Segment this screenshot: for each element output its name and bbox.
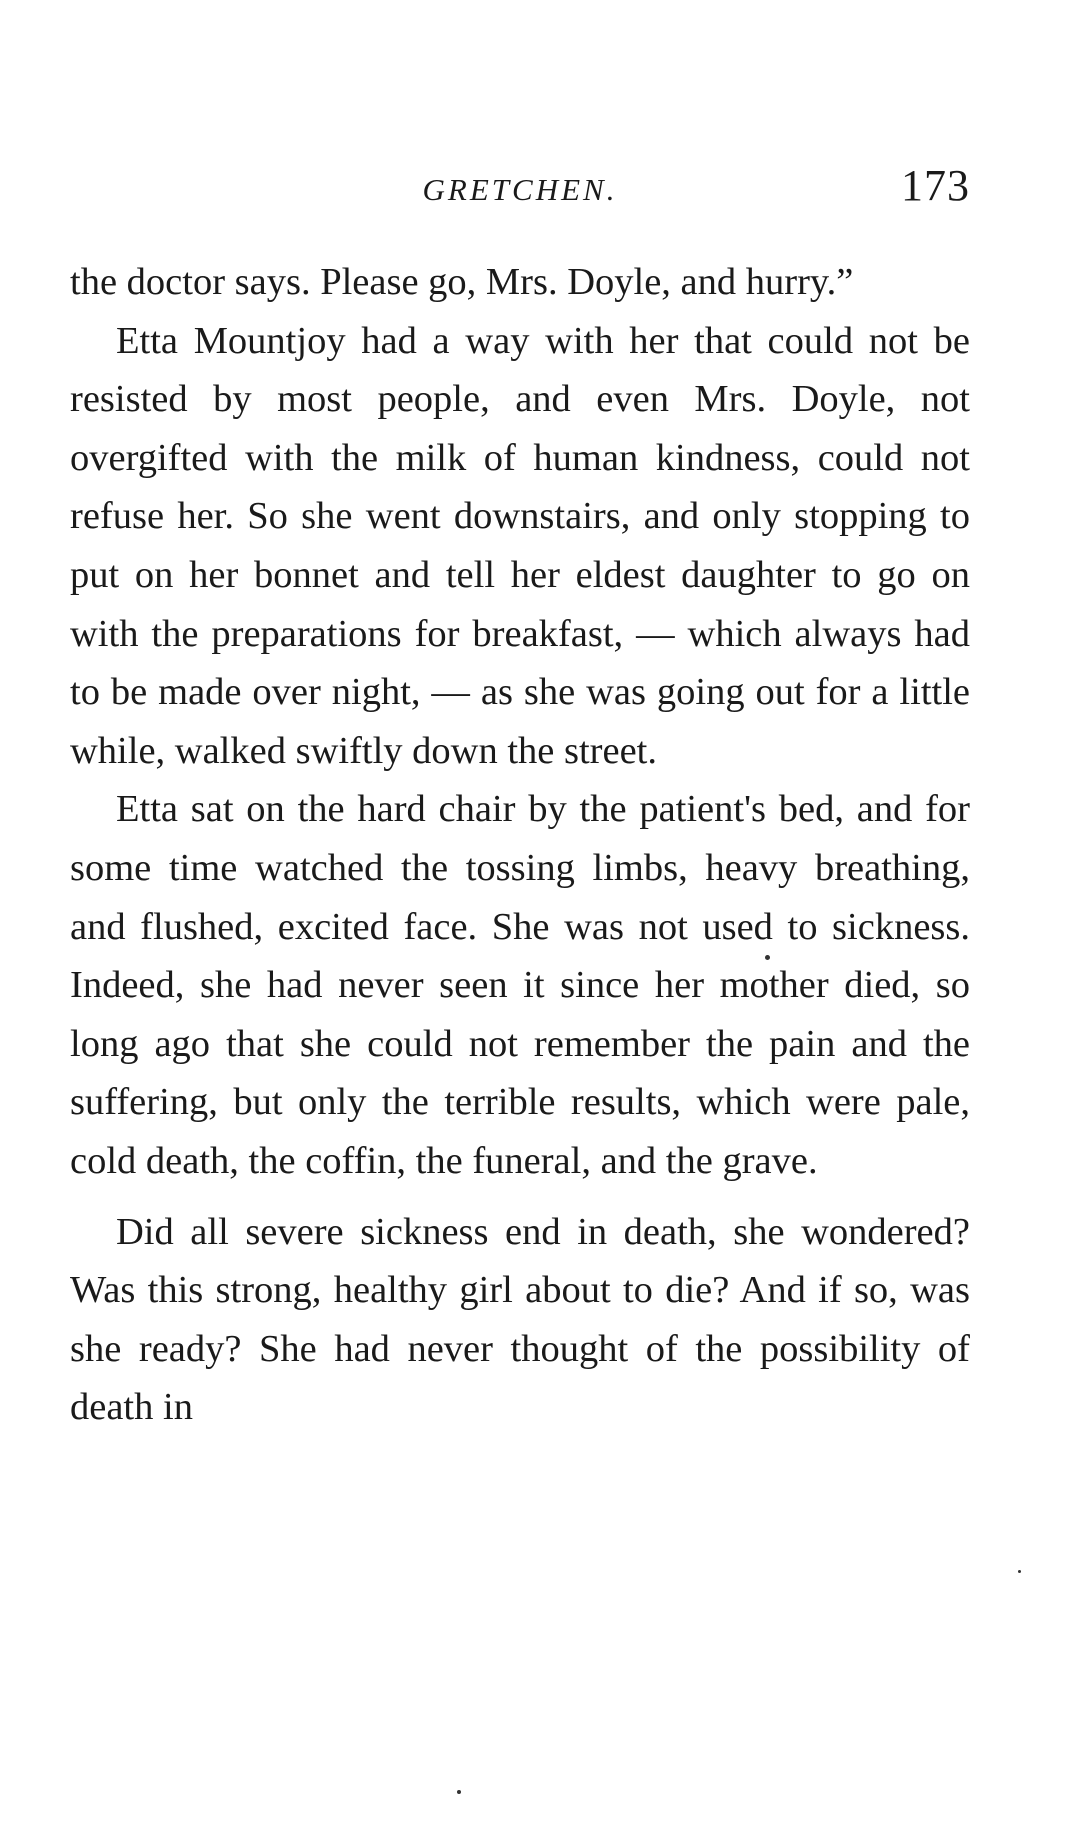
ink-speck	[457, 1790, 461, 1794]
running-title: GRETCHEN.	[422, 172, 618, 207]
page-number: 173	[901, 161, 970, 210]
ink-speck	[1018, 1570, 1021, 1573]
paragraph-3: Etta sat on the hard chair by the patient's bed, and for some time watched the tossing limbs, heavy breathing, and flushed, excited face. She was not used to sickness. Indeed, she had never seen it since her mother died, so long ago that she could not remember the pain and the suffering, but only the terrible results, which were pale, cold death, the coffin, the funeral, and the grave.	[70, 788, 970, 1182]
paragraph-4: Did all severe sickness end in death, she wondered? Was this strong, healthy girl about to die? And if so, was she ready? She had never thought of the possibility of death in	[70, 1210, 970, 1429]
running-head	[70, 160, 970, 220]
paragraph-2: Etta Mountjoy had a way with her that could not be resisted by most people, and even Mrs. Doyle, not overgifted with the milk of human kindness, could not refuse her. So she went downstairs, and only stopping to put on her bonnet and tell her eldest daughter to go on with the preparations for breakfast, — which always had to be made over night, — as she was going out for a little while, walked swiftly down the street.	[70, 319, 970, 772]
body-text	[70, 253, 970, 1437]
ink-speck	[765, 955, 770, 960]
paragraph-1: the doctor says. Please go, Mrs. Doyle, and hurry.”	[70, 261, 854, 303]
